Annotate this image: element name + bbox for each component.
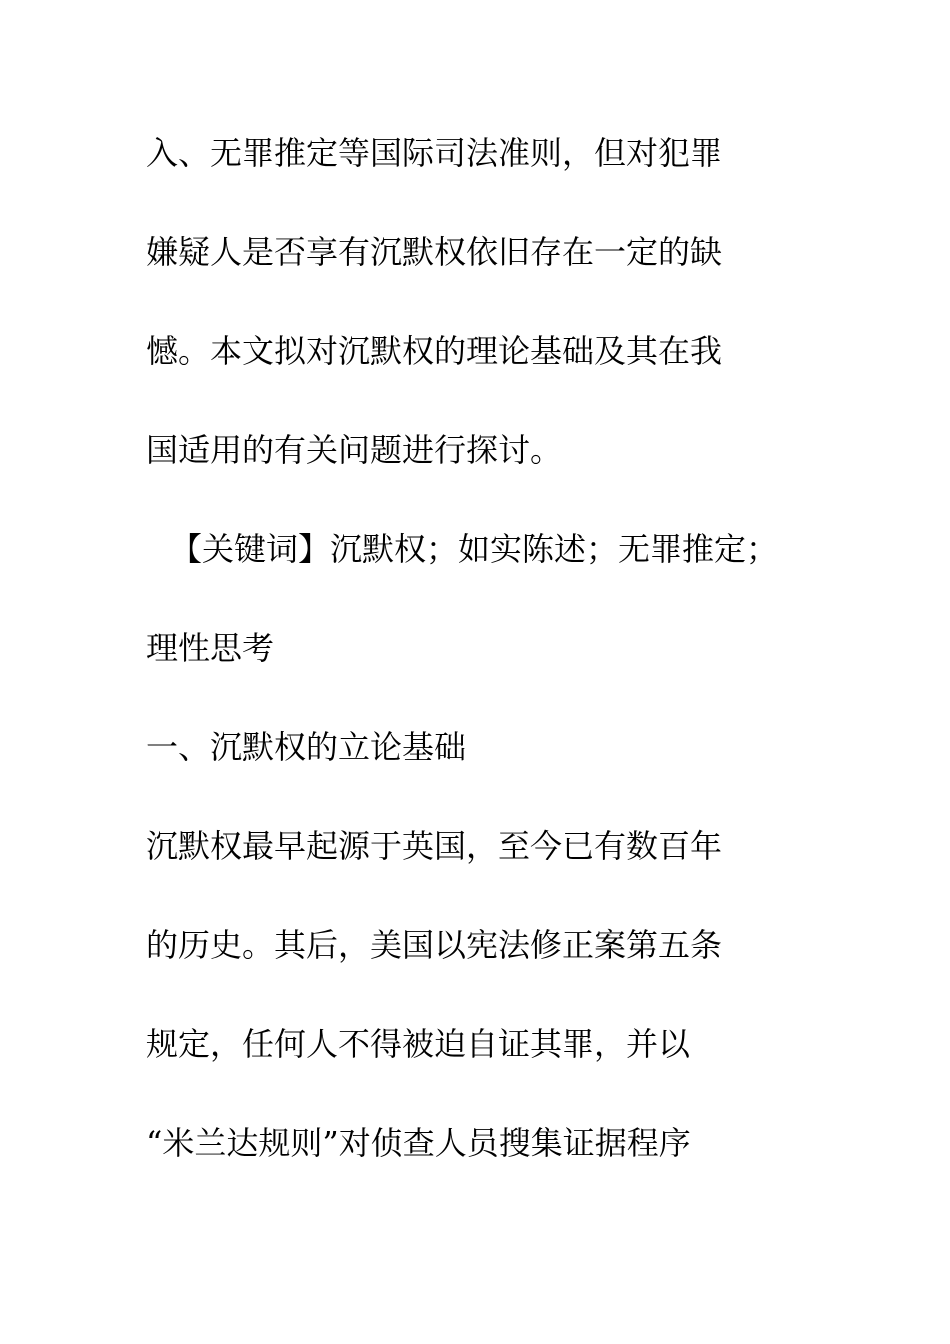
abstract-line-4: 国适用的有关问题进行探讨。 [146, 431, 563, 469]
body-line-2: 的历史。其后，美国以宪法修正案第五条 [146, 926, 723, 964]
body-line-3: 规定，任何人不得被迫自证其罪，并以 [146, 1025, 691, 1063]
abstract-line-2: 嫌疑人是否享有沉默权依旧存在一定的缺 [146, 233, 723, 271]
body-line-1: 沉默权最早起源于英国，至今已有数百年 [146, 827, 723, 865]
keywords-line-continued: 理性思考 [146, 629, 275, 667]
body-line-4: “米兰达规则”对侦查人员搜集证据程序 [146, 1124, 691, 1162]
abstract-line-1: 入、无罪推定等国际司法准则，但对犯罪 [146, 134, 723, 172]
keywords-line: 【关键词】沉默权；如实陈述；无罪推定； [170, 530, 779, 568]
section-heading: 一、沉默权的立论基础 [146, 728, 467, 766]
abstract-line-3: 憾。本文拟对沉默权的理论基础及其在我 [146, 332, 723, 370]
